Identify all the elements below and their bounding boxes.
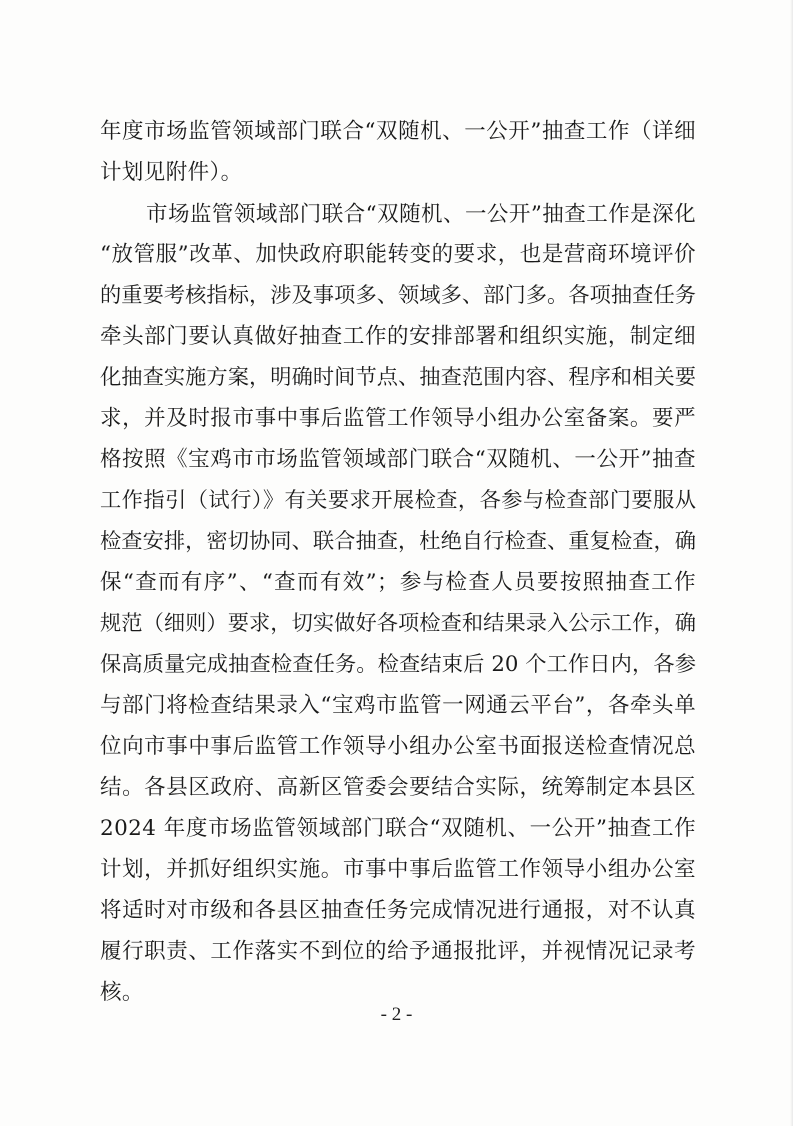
paragraph-2-line-3: 的重要考核指标，涉及事项多、领域多、部门多。各项抽查任务 xyxy=(100,283,696,308)
paragraph-2-line-16: 2024 年度市场监管领域部门联合“双随机、一公开”抽查工作 xyxy=(100,816,696,841)
paragraph-2-line-11: 规范（细则）要求，切实做好各项检查和结果录入公示工作，确 xyxy=(100,611,696,636)
paragraph-2-line-20: 核。 xyxy=(100,980,144,1005)
page-number: - 2 - xyxy=(380,1004,413,1025)
paragraph-2-line-7: 格按照《宝鸡市市场监管领域部门联合“双随机、一公开”抽查 xyxy=(100,447,696,472)
paragraph-2-line-4: 牵头部门要认真做好抽查工作的安排部署和组织实施，制定细 xyxy=(100,324,696,349)
paragraph-1-line-1: 年度市场监管领域部门联合“双随机、一公开”抽查工作（详细 xyxy=(100,119,696,144)
paragraph-2-line-13: 与部门将检查结果录入“宝鸡市监管一网通云平台”，各牵头单 xyxy=(100,693,696,718)
paragraph-2-line-15: 结。各县区政府、高新区管委会要结合实际，统筹制定本县区 xyxy=(100,775,696,800)
paragraph-2-line-1: 市场监管领域部门联合“双随机、一公开”抽查工作是深化 xyxy=(146,202,696,227)
paragraph-2-line-17: 计划，并抓好组织实施。市事中事后监管工作领导小组办公室 xyxy=(100,857,696,882)
paragraph-2-line-10: 保“查而有序”、“查而有效”；参与检查人员要按照抽查工作 xyxy=(100,570,696,595)
paragraph-1-line-2: 计划见附件）。 xyxy=(100,160,243,185)
paragraph-2-line-2: “放管服”改革、加快政府职能转变的要求，也是营商环境评价 xyxy=(100,242,696,267)
paragraph-2-line-5: 化抽查实施方案，明确时间节点、抽查范围内容、程序和相关要 xyxy=(100,365,696,390)
paragraph-2-line-12: 保高质量完成抽查检查任务。检查结束后 20 个工作日内，各参 xyxy=(100,652,696,677)
paragraph-2-line-9: 检查安排，密切协同、联合抽查，杜绝自行检查、重复检查，确 xyxy=(100,529,696,554)
paragraph-2-line-8: 工作指引（试行）》有关要求开展检查，各参与检查部门要服从 xyxy=(100,488,696,513)
paragraph-2-line-6: 求，并及时报市事中事后监管工作领导小组办公室备案。要严 xyxy=(100,406,696,431)
paragraph-2-line-14: 位向市事中事后监管工作领导小组办公室书面报送检查情况总 xyxy=(100,734,696,759)
paragraph-2-line-18: 将适时对市级和各县区抽查任务完成情况进行通报，对不认真 xyxy=(100,898,696,923)
paragraph-2-line-19: 履行职责、工作落实不到位的给予通报批评，并视情况记录考 xyxy=(100,939,696,964)
